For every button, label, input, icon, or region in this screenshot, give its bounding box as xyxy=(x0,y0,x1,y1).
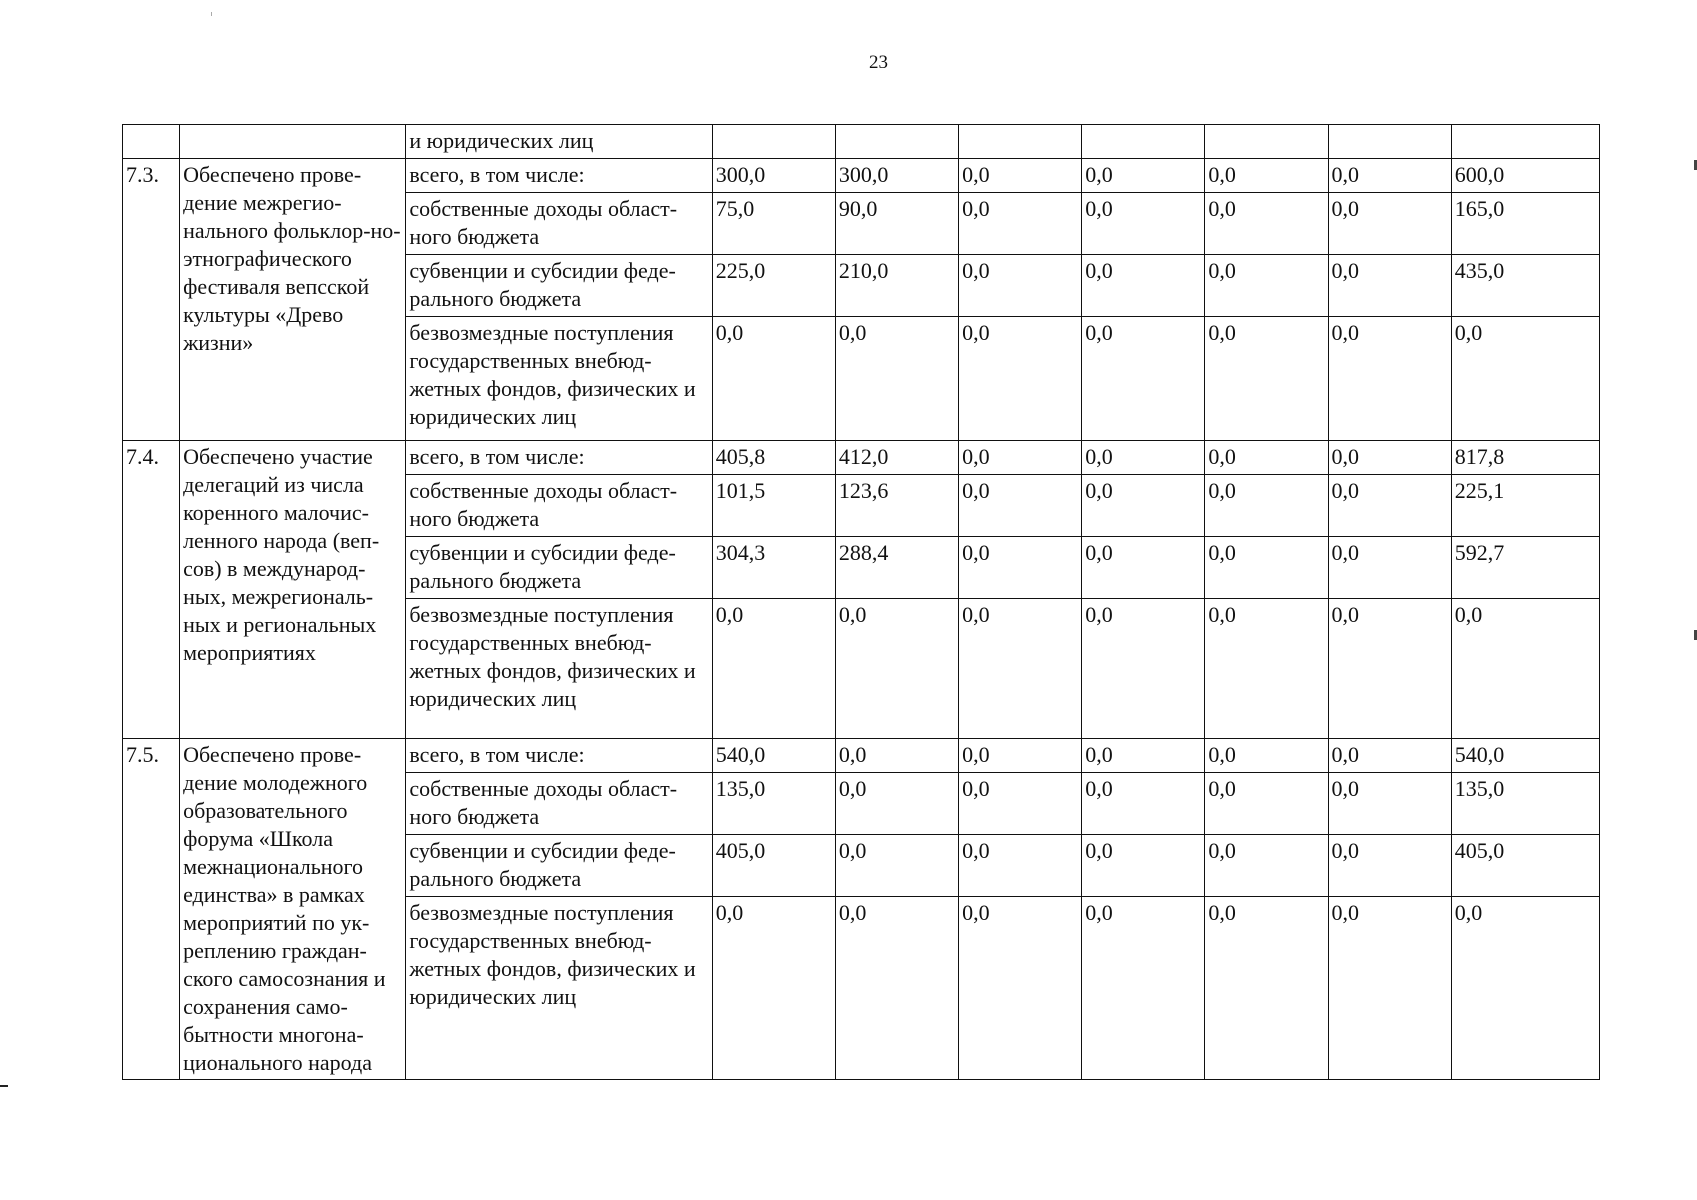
value-cell: 0,0 xyxy=(1082,537,1205,599)
page-number: 23 xyxy=(869,52,888,73)
value-cell: 405,8 xyxy=(712,441,835,475)
value-cell: 0,0 xyxy=(1205,193,1328,255)
value-cell: 0,0 xyxy=(1205,599,1328,739)
value-cell: 0,0 xyxy=(1205,537,1328,599)
table-row xyxy=(123,125,1600,159)
value-cell: 0,0 xyxy=(712,897,835,1080)
value-cell: 0,0 xyxy=(1205,159,1328,193)
value-cell: 304,3 xyxy=(712,537,835,599)
funding-source-cell: и юридических лиц xyxy=(406,125,712,159)
value-cell: 0,0 xyxy=(1205,475,1328,537)
value-cell: 0,0 xyxy=(835,317,958,441)
table-row xyxy=(123,739,1600,773)
value-cell: 90,0 xyxy=(835,193,958,255)
value-cell: 0,0 xyxy=(959,475,1082,537)
funding-source-cell: субвенции и субсидии феде-рального бюджета xyxy=(406,835,712,897)
value-cell: 0,0 xyxy=(835,739,958,773)
value-cell: 300,0 xyxy=(835,159,958,193)
total-cell: 405,0 xyxy=(1451,835,1599,897)
value-cell: 0,0 xyxy=(959,159,1082,193)
value-cell: 0,0 xyxy=(1205,441,1328,475)
value-cell: 0,0 xyxy=(1205,835,1328,897)
value-cell: 0,0 xyxy=(959,739,1082,773)
total-cell: 165,0 xyxy=(1451,193,1599,255)
value-cell: 0,0 xyxy=(1082,255,1205,317)
value-cell: 0,0 xyxy=(1082,773,1205,835)
table-row xyxy=(123,159,1600,193)
title-cell: Обеспечено прове-дение межрегио-нального фольклор-но-этнографического фестиваля вепсской культуры «Древо жизни» xyxy=(180,159,406,441)
value-cell: 0,0 xyxy=(1328,739,1451,773)
value-cell: 0,0 xyxy=(835,773,958,835)
funding-source-cell: всего, в том числе: xyxy=(406,739,712,773)
title-cell: Обеспечено участие делегаций из числа коренного малочис-ленного народа (веп-сов) в международ-ных, межрегиональ-ных и региональных мероприятиях xyxy=(180,441,406,739)
funding-source-cell: собственные доходы област-ного бюджета xyxy=(406,193,712,255)
value-cell: 0,0 xyxy=(1082,835,1205,897)
value-cell: 0,0 xyxy=(1205,255,1328,317)
value-cell: 300,0 xyxy=(712,159,835,193)
total-cell: 0,0 xyxy=(1451,897,1599,1080)
total-cell: 600,0 xyxy=(1451,159,1599,193)
value-cell: 0,0 xyxy=(1082,739,1205,773)
value-cell: 0,0 xyxy=(1328,255,1451,317)
value-cell: 0,0 xyxy=(1205,897,1328,1080)
value-cell xyxy=(959,125,1082,159)
value-cell: 0,0 xyxy=(1082,897,1205,1080)
value-cell: 0,0 xyxy=(835,599,958,739)
budget-table xyxy=(122,124,1600,1080)
table-row xyxy=(123,441,1600,475)
value-cell xyxy=(1328,125,1451,159)
total-cell: 817,8 xyxy=(1451,441,1599,475)
funding-source-cell: субвенции и субсидии феде-рального бюджета xyxy=(406,255,712,317)
margin-mark xyxy=(0,1085,8,1087)
value-cell: 540,0 xyxy=(712,739,835,773)
total-cell: 0,0 xyxy=(1451,317,1599,441)
value-cell: 0,0 xyxy=(959,193,1082,255)
value-cell: 0,0 xyxy=(959,897,1082,1080)
value-cell: 0,0 xyxy=(959,773,1082,835)
funding-source-cell: безвозмездные поступления государственных внебюд-жетных фондов, физических и юридических лиц xyxy=(406,897,712,1080)
value-cell: 210,0 xyxy=(835,255,958,317)
value-cell: 0,0 xyxy=(1328,773,1451,835)
funding-source-cell: субвенции и субсидии феде-рального бюджета xyxy=(406,537,712,599)
value-cell: 0,0 xyxy=(1082,475,1205,537)
value-cell xyxy=(712,125,835,159)
value-cell: 0,0 xyxy=(835,835,958,897)
value-cell: 0,0 xyxy=(1328,599,1451,739)
funding-source-cell: собственные доходы област-ного бюджета xyxy=(406,773,712,835)
value-cell: 0,0 xyxy=(1205,739,1328,773)
row-number-cell: 7.4. xyxy=(123,441,180,739)
value-cell xyxy=(835,125,958,159)
value-cell xyxy=(1082,125,1205,159)
funding-source-cell: всего, в том числе: xyxy=(406,441,712,475)
value-cell: 75,0 xyxy=(712,193,835,255)
value-cell: 0,0 xyxy=(712,317,835,441)
value-cell: 0,0 xyxy=(1082,317,1205,441)
value-cell: 0,0 xyxy=(959,255,1082,317)
value-cell: 0,0 xyxy=(959,835,1082,897)
value-cell: 0,0 xyxy=(1328,897,1451,1080)
value-cell: 0,0 xyxy=(959,537,1082,599)
value-cell: 0,0 xyxy=(1082,193,1205,255)
total-cell: 135,0 xyxy=(1451,773,1599,835)
total-cell xyxy=(1451,125,1599,159)
value-cell: 0,0 xyxy=(1082,159,1205,193)
scan-artifact xyxy=(211,12,212,16)
value-cell: 135,0 xyxy=(712,773,835,835)
value-cell: 0,0 xyxy=(959,317,1082,441)
total-cell: 0,0 xyxy=(1451,599,1599,739)
value-cell: 123,6 xyxy=(835,475,958,537)
total-cell: 592,7 xyxy=(1451,537,1599,599)
value-cell: 0,0 xyxy=(1205,773,1328,835)
value-cell: 0,0 xyxy=(1328,475,1451,537)
value-cell: 0,0 xyxy=(1082,599,1205,739)
value-cell: 405,0 xyxy=(712,835,835,897)
value-cell: 101,5 xyxy=(712,475,835,537)
value-cell: 412,0 xyxy=(835,441,958,475)
value-cell: 0,0 xyxy=(1328,441,1451,475)
total-cell: 225,1 xyxy=(1451,475,1599,537)
total-cell: 435,0 xyxy=(1451,255,1599,317)
row-number-cell xyxy=(123,125,180,159)
value-cell: 0,0 xyxy=(1328,193,1451,255)
title-cell xyxy=(180,125,406,159)
value-cell: 0,0 xyxy=(1328,835,1451,897)
value-cell: 0,0 xyxy=(1205,317,1328,441)
value-cell: 0,0 xyxy=(835,897,958,1080)
title-cell: Обеспечено прове-дение молодежного образовательного форума «Школа межнационального единства» в рамках мероприятий по ук-реплению граждан-ского самосознания и сохранения само-бытности многона-ционального народа xyxy=(180,739,406,1080)
value-cell: 0,0 xyxy=(959,441,1082,475)
funding-source-cell: безвозмездные поступления государственных внебюд-жетных фондов, физических и юридических лиц xyxy=(406,599,712,739)
funding-source-cell: всего, в том числе: xyxy=(406,159,712,193)
funding-source-cell: собственные доходы област-ного бюджета xyxy=(406,475,712,537)
value-cell xyxy=(1205,125,1328,159)
row-number-cell: 7.3. xyxy=(123,159,180,441)
value-cell: 0,0 xyxy=(1328,537,1451,599)
value-cell: 225,0 xyxy=(712,255,835,317)
funding-source-cell: безвозмездные поступления государственных внебюд-жетных фондов, физических и юридических лиц xyxy=(406,317,712,441)
row-number-cell: 7.5. xyxy=(123,739,180,1080)
total-cell: 540,0 xyxy=(1451,739,1599,773)
value-cell: 0,0 xyxy=(712,599,835,739)
value-cell: 288,4 xyxy=(835,537,958,599)
value-cell: 0,0 xyxy=(959,599,1082,739)
value-cell: 0,0 xyxy=(1328,317,1451,441)
value-cell: 0,0 xyxy=(1328,159,1451,193)
value-cell: 0,0 xyxy=(1082,441,1205,475)
